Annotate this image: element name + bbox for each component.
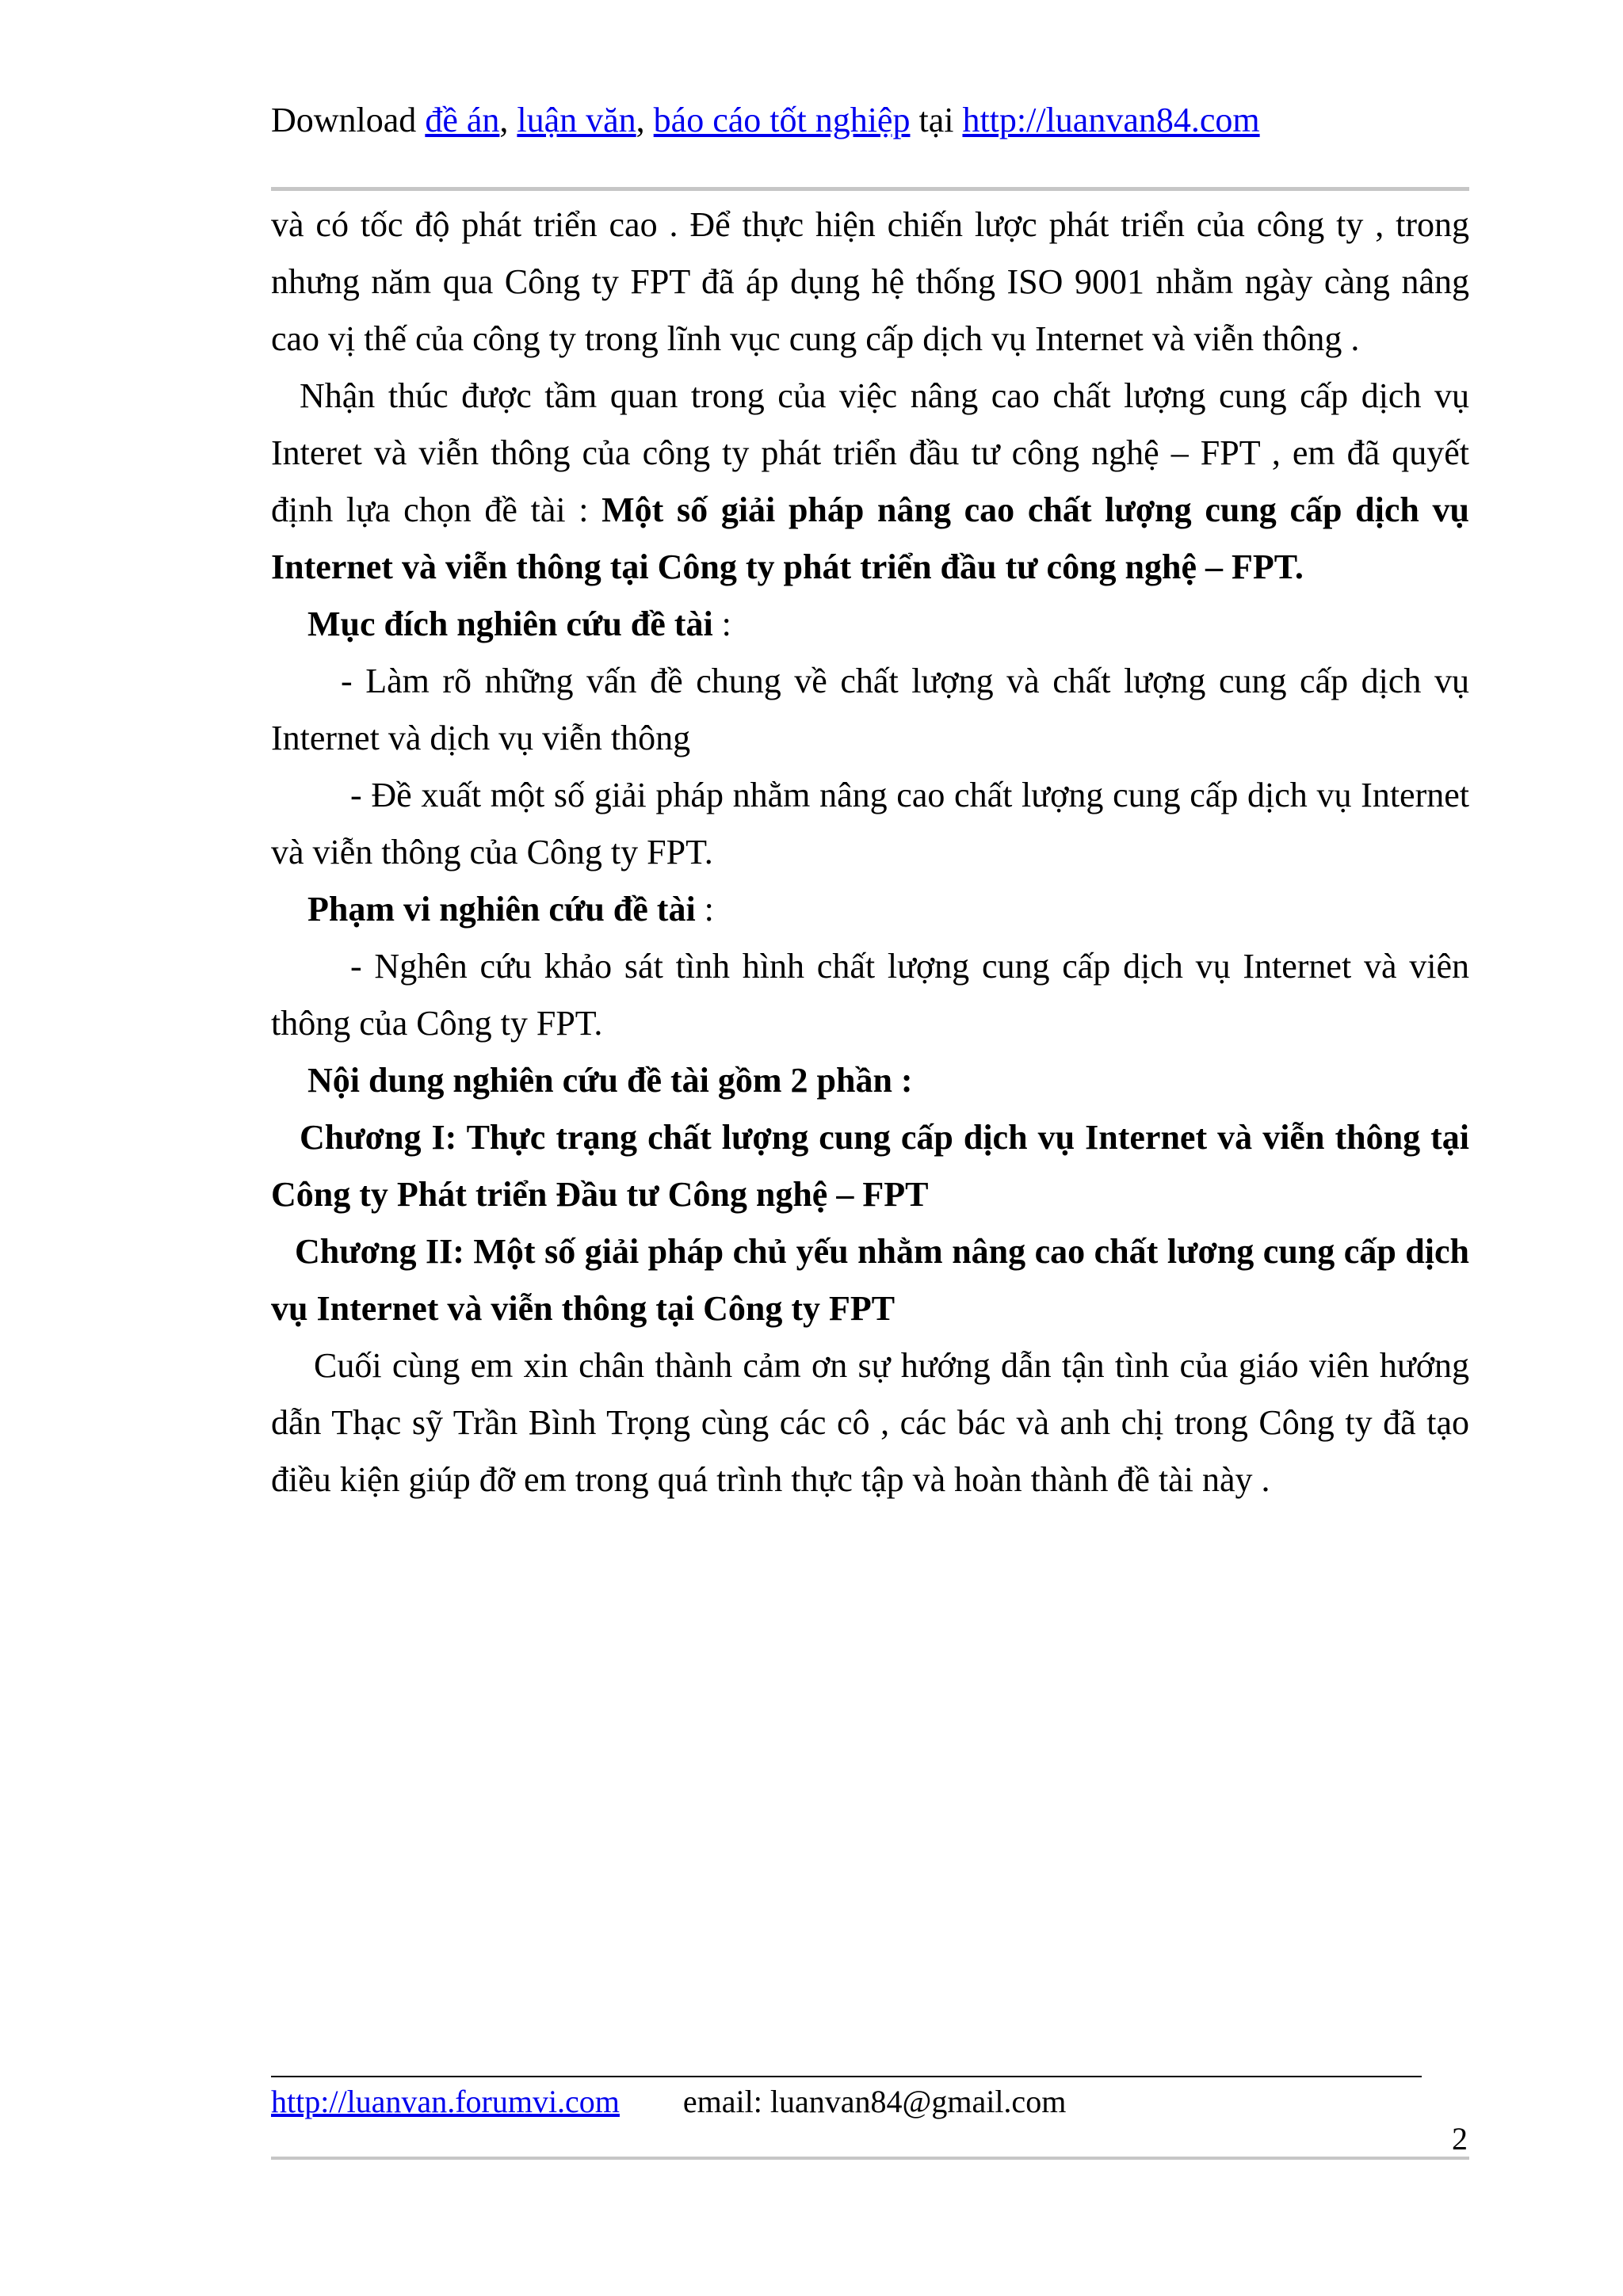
paragraph-topic [271,368,1469,596]
list-item: - Làm rõ những vấn đề chung về chất lượng và chất lượng cung cấp dịch vụ Internet và dịch vụ viễn thông [271,662,1469,757]
link-forum[interactable]: http://luanvan.forumvi.com [271,2084,620,2119]
topic-title: Một số giải pháp nâng cao chất lượng cung cấp dịch vụ Internet và viễn thông tại Công ty phát triển đầu tư công nghệ – FPT. [271,490,1469,586]
link-luan-van[interactable]: luận văn [517,101,636,139]
heading-content-label: Nội dung nghiên cứu đề tài gồm 2 phần : [307,1061,913,1100]
header-mid-text: tại [910,101,963,139]
link-bao-cao[interactable]: báo cáo tốt nghiệp [653,101,911,139]
header-separator: , [499,101,517,139]
document-body [271,196,1469,1508]
header-prefix: Download [271,101,426,139]
page-header [271,97,1476,144]
link-de-an[interactable]: đề án [425,101,500,139]
heading-scope-label: Phạm vi nghiên cứu đề tài [307,890,696,929]
footer-email: email: luanvan84@gmail.com [682,2084,1067,2119]
paragraph-intro: và có tốc độ phát triển cao . Để thực hiện chiến lược phát triển của công ty , trong nhưng năm qua Công ty FPT đã áp dụng hệ thống ISO 9001 nhằm ngày càng nâng cao vị thế của công ty trong lĩnh vục cung cấp dịch vụ Internet và viễn thông . [271,205,1469,358]
heading-scope [271,881,1469,938]
chapter-two-title: Chương II: Một số giải pháp chủ yếu nhằm nâng cao chất lương cung cấp dịch vụ Internet và viễn thông tại Công ty FPT [271,1232,1469,1328]
footer-bottom-divider [271,2157,1469,2160]
header-separator: , [636,101,654,139]
link-site[interactable]: http://luanvan84.com [962,101,1260,139]
chapter-two [271,1223,1469,1337]
chapter-one-title: Chương I: Thực trạng chất lượng cung cấp dịch vụ Internet và viễn thông tại Công ty Phát triển Đầu tư Công nghệ – FPT [271,1118,1469,1214]
header-divider [271,187,1469,191]
list-item: - Đề xuất một số giải pháp nhằm nâng cao chất lượng cung cấp dịch vụ Internet và viễn thông của Công ty FPT. [271,776,1469,871]
heading-content [271,1052,1469,1109]
heading-purpose [271,596,1469,653]
topic-text: Nhận thúc được tầm quan trong của việc nâng cao chất lượng cung cấp dịch vụ Interet và viễn thông của công ty phát triển đầu tư công nghệ – FPT , em đã quyết định lựa chọn đề tài : [271,376,1469,529]
chapter-one [271,1109,1469,1223]
page-footer [271,2080,1066,2124]
footer-divider [271,2076,1422,2077]
heading-purpose-label: Mục đích nghiên cứu đề tài [307,605,713,643]
paragraph-thanks: Cuối cùng em xin chân thành cảm ơn sự hướng dẫn tận tình của giáo viên hướng dẫn Thạc sỹ Trần Bình Trọng cùng các cô , các bác và anh chị trong Công ty đã tạo điều kiện giúp đỡ em trong quá trình thực tập và hoàn thành đề tài này . [271,1346,1469,1499]
page-number: 2 [1452,2121,1468,2157]
heading-colon: : [712,605,731,643]
heading-colon: : [695,890,714,929]
list-item: - Nghên cứu khảo sát tình hình chất lượng cung cấp dịch vụ Internet và viên thông của Công ty FPT. [271,947,1469,1043]
